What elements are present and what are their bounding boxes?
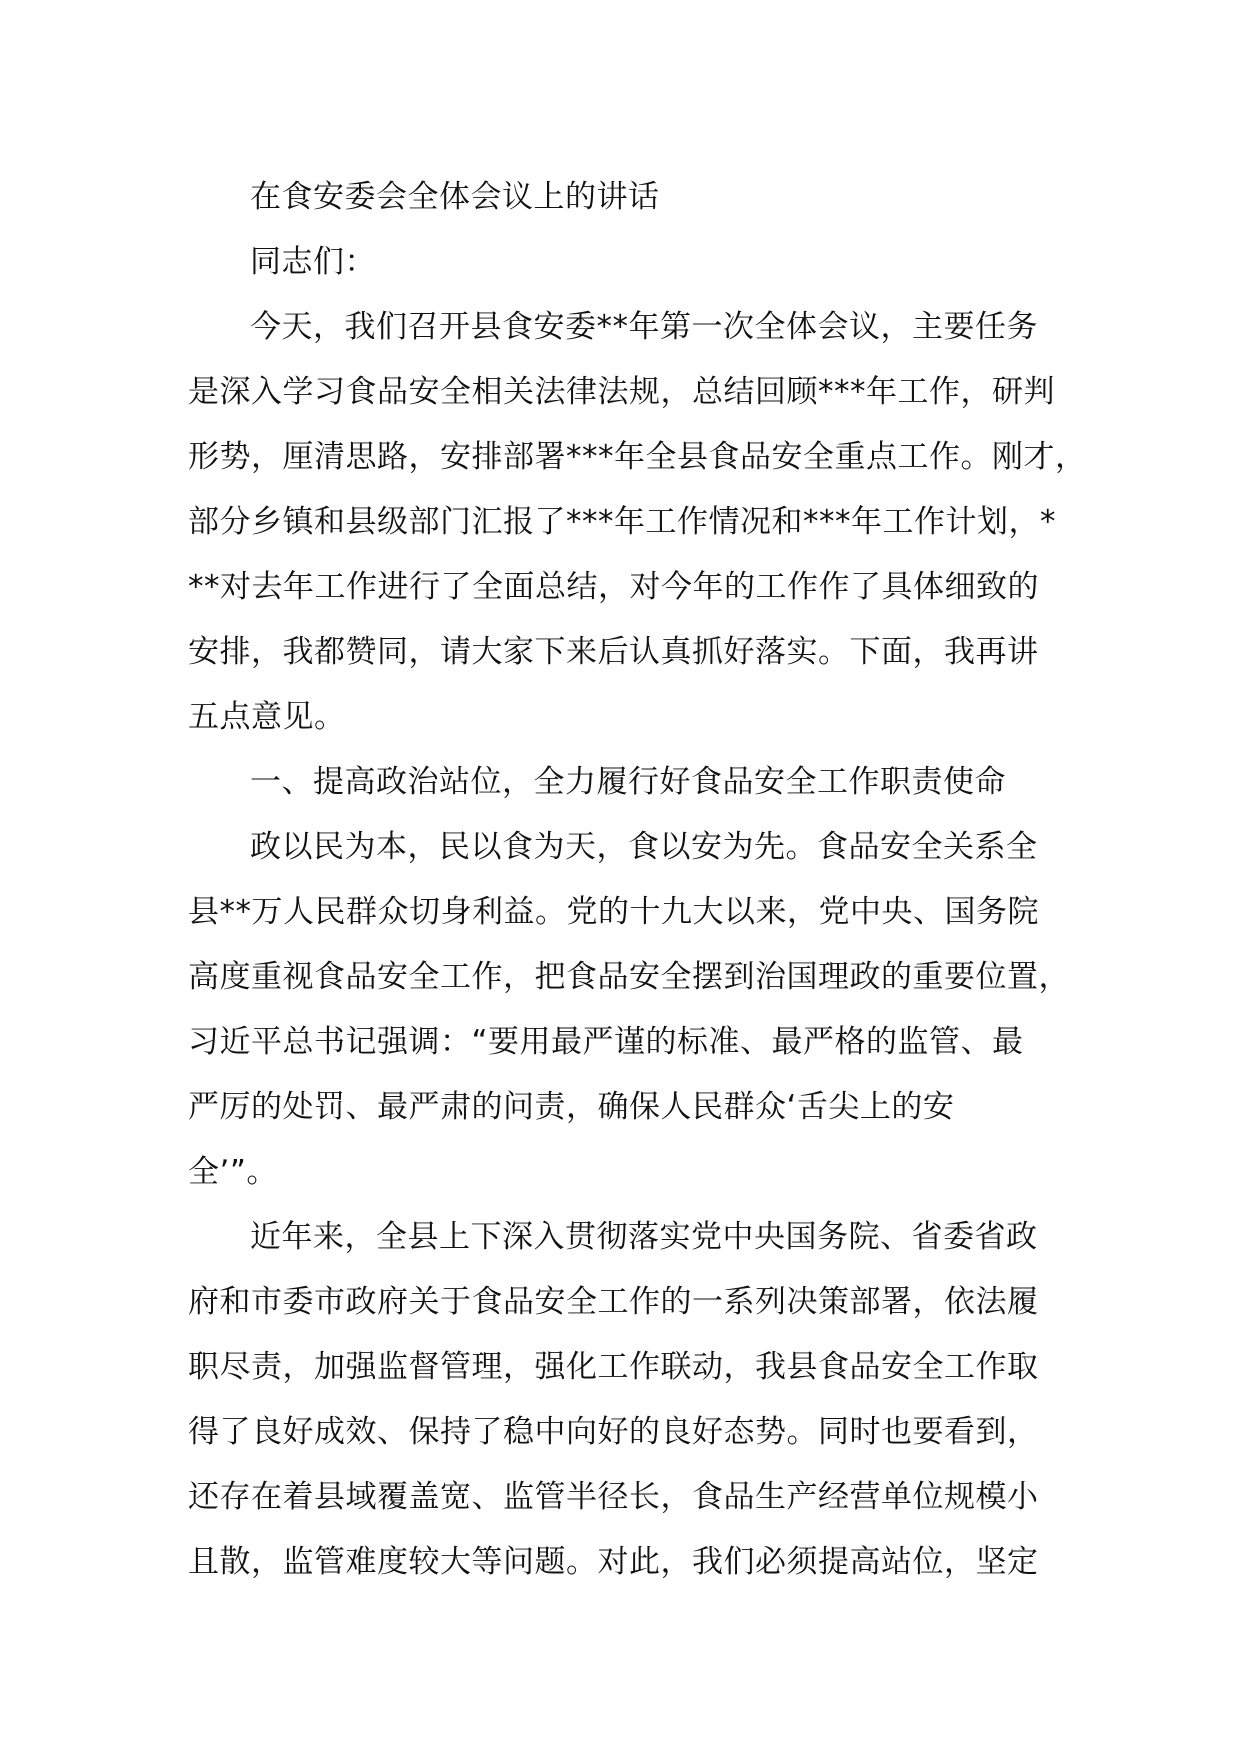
- paragraph-line: 府和市委市政府关于食品安全工作的一系列决策部署，依法履: [188, 1284, 1039, 1320]
- paragraph-line: **对去年工作进行了全面总结，对今年的工作作了具体细致的: [188, 569, 1039, 605]
- paragraph-line: 今天，我们召开县食安委**年第一次全体会议，主要任务: [250, 309, 1038, 345]
- paragraph-line: 部分乡镇和县级部门汇报了***年工作情况和***年工作计划，*: [188, 504, 1056, 540]
- paragraph-line: 县**万人民群众切身利益。党的十九大以来，党中央、国务院: [188, 894, 1039, 930]
- paragraph-line: 形势，厘清思路，安排部署***年全县食品安全重点工作。刚才，: [188, 439, 1087, 475]
- paragraph-line: 安排，我都赞同，请大家下来后认真抓好落实。下面，我再讲: [188, 634, 1039, 670]
- paragraph-line: 高度重视食品安全工作，把食品安全摆到治国理政的重要位置，: [188, 959, 1070, 995]
- section-heading: 一、提高政治站位，全力履行好食品安全工作职责使命: [250, 764, 1006, 800]
- paragraph-line: 职尽责，加强监督管理，强化工作联动，我县食品安全工作取: [188, 1349, 1039, 1385]
- paragraph-line: 得了良好成效、保持了稳中向好的良好态势。同时也要看到，: [188, 1414, 1039, 1450]
- paragraph-line: 政以民为本，民以食为天，食以安为先。食品安全关系全: [250, 829, 1038, 865]
- speech-text: [188, 165, 1087, 1595]
- salutation: 同志们：: [250, 244, 376, 280]
- paragraph-line: 且散，监管难度较大等问题。对此，我们必须提高站位，坚定: [188, 1544, 1039, 1580]
- speech-title: 在食安委会全体会议上的讲话: [250, 179, 660, 215]
- paragraph-line: 习近平总书记强调：“要用最严谨的标准、最严格的监管、最: [188, 1024, 1024, 1060]
- paragraph-line: 全’”。: [188, 1154, 278, 1190]
- paragraph-line: 是深入学习食品安全相关法律法规，总结回顾***年工作，研判: [188, 374, 1055, 410]
- paragraph-line: 严厉的处罚、最严肃的问责，确保人民群众‘舌尖上的安: [188, 1089, 955, 1125]
- paragraph-line: 近年来，全县上下深入贯彻落实党中央国务院、省委省政: [250, 1219, 1038, 1255]
- paragraph-line: 五点意见。: [188, 699, 346, 735]
- paragraph-line: 还存在着县域覆盖宽、监管半径长，食品生产经营单位规模小: [188, 1479, 1039, 1515]
